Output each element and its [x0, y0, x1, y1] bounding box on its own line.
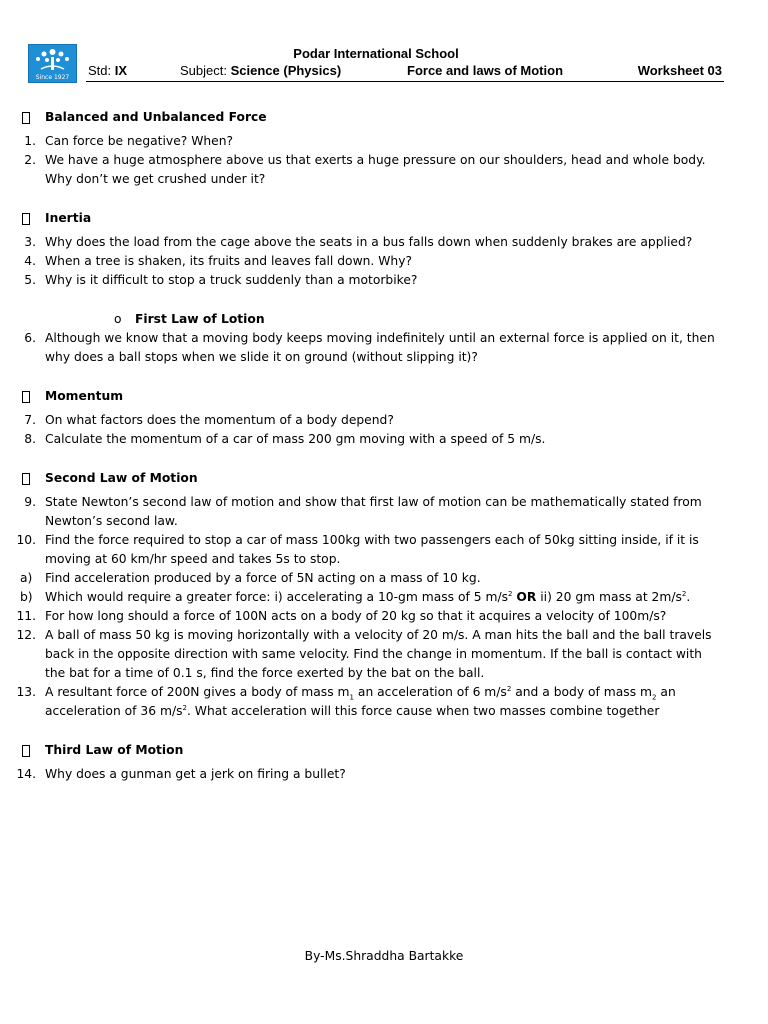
- question-item: 4. When a tree is shaken, its fruits and leaves fall down. Why?: [24, 254, 413, 268]
- question-item: 5. Why is it difficult to stop a truck suddenly than a motorbike?: [24, 273, 418, 287]
- section-heading: Balanced and Unbalanced Force: [0, 108, 768, 127]
- worksheet-number: Worksheet 03: [637, 63, 722, 78]
- bullet-o-icon: o: [114, 312, 122, 326]
- question-item: 3. Why does the load from the cage above the seats in a bus falls down when suddenly brakes are applied?: [24, 235, 693, 249]
- question-item: 13. A resultant force of 200N gives a body of mass $m_1$ an acceleration of 6 $m/s^2$ and a body of mass $m_2$ an acceleration of 36 $m/s^2$. What acceleration will this force cause when two masses combine together: [16, 684, 676, 718]
- logo-since-text: Since 1927: [35, 74, 70, 81]
- worksheet-header: [28, 44, 724, 84]
- question-item: 6. Although we know that a moving body keeps moving indefinitely until an external force is applied on it, then why does a ball stops when we slide it on ground (without slipping it)?: [24, 331, 715, 364]
- subsection-heading: o First Law of Lotion: [0, 310, 768, 329]
- std-label: Std:: [88, 63, 112, 78]
- subject-value: Science (Physics): [230, 63, 342, 78]
- question-item: b) Which would require a greater force: i) accelerating a 10-gm mass of 5 $m/s^2$ OR ii) 20 gm mass at $2m/s^2$.: [20, 589, 691, 604]
- worksheet-field: [638, 63, 722, 78]
- checkbox-icon: [22, 213, 30, 225]
- section-heading: Momentum: [0, 387, 768, 406]
- header-divider: [86, 81, 724, 82]
- question-item: 1. Can force be negative? When?: [24, 134, 234, 148]
- topic-field: [407, 63, 563, 78]
- worksheet-body: [0, 108, 768, 784]
- question-item: 8. Calculate the momentum of a car of mass 200 gm moving with a speed of 5 m/s.: [24, 432, 546, 446]
- checkbox-icon: [22, 112, 30, 124]
- question-item: 10. Find the force required to stop a car of mass 100kg with two passengers each of 50kg sitting inside, if it is moving at 60 km/hr speed and takes 5s to stop.: [16, 533, 699, 566]
- topic-value: Force and laws of Motion: [407, 63, 564, 78]
- question-item: a) Find acceleration produced by a force of 5N acting on a mass of 10 kg.: [20, 571, 481, 585]
- question-item: 9. State Newton’s second law of motion and show that first law of motion can be mathematically stated from Newton’s second law.: [24, 495, 702, 528]
- std-value: IX: [114, 63, 128, 78]
- std-field: [88, 63, 127, 78]
- question-item: 7. On what factors does the momentum of a body depend?: [24, 413, 394, 427]
- subject-field: [180, 63, 341, 78]
- question-item: 14. Why does a gunman get a jerk on firing a bullet?: [16, 767, 346, 781]
- school-name: Podar International School: [293, 46, 459, 61]
- section-heading: Inertia: [0, 209, 768, 228]
- question-item: 12. A ball of mass 50 kg is moving horizontally with a velocity of 20 m/s. A man hits the ball and the ball travels back in the opposite direction with same velocity. Find the change in momentum. If the ball is contact with the bat for a time of 0.1 s, find the force exerted by the bat on the ball.: [16, 628, 712, 680]
- section-heading: Second Law of Motion: [0, 469, 768, 488]
- subject-label: Subject:: [180, 63, 227, 78]
- author-footer: By-Ms.Shraddha Bartakke: [304, 949, 464, 963]
- checkbox-icon: [22, 745, 30, 757]
- question-item: 2. We have a huge atmosphere above us that exerts a huge pressure on our shoulders, head and whole body. Why don’t we get crushed under it?: [24, 153, 706, 186]
- section-heading: Third Law of Motion: [0, 741, 768, 760]
- checkbox-icon: [22, 391, 30, 403]
- question-item: 11. For how long should a force of 100N acts on a body of 20 kg so that it acquires a velocity of 100m/s?: [16, 609, 667, 623]
- checkbox-icon: [22, 473, 30, 485]
